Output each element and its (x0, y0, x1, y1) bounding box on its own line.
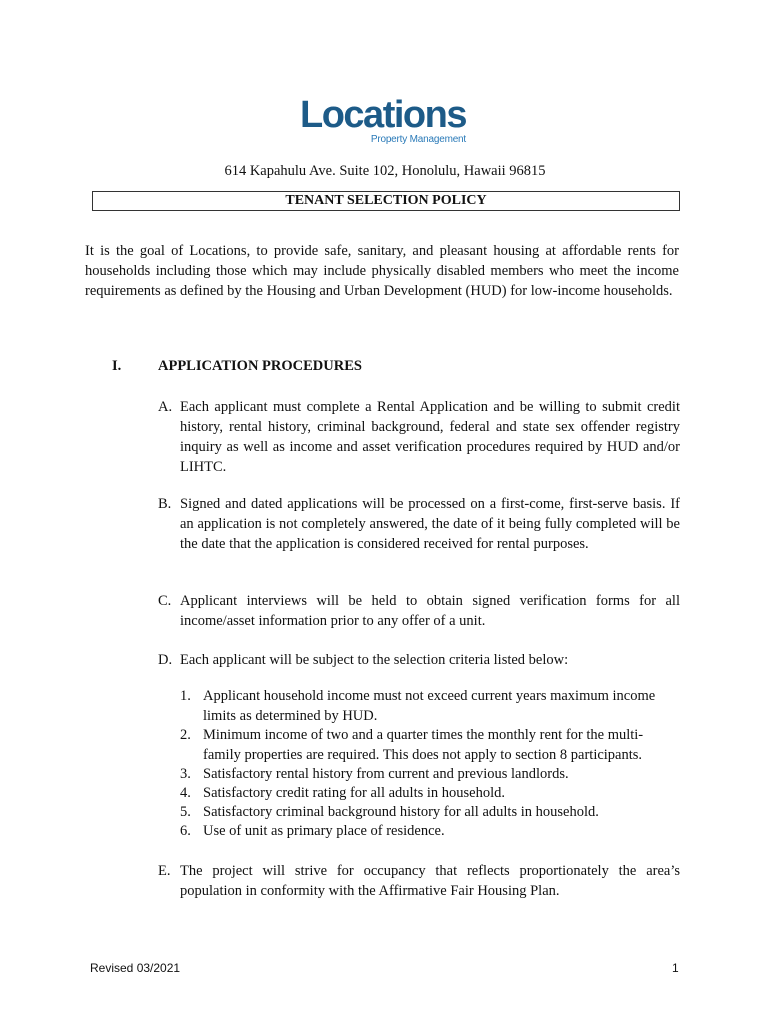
item-label: B. (158, 496, 172, 512)
criteria-item-4 (180, 784, 680, 804)
criteria-item-5 (180, 803, 680, 823)
item-text: Each applicant must complete a Rental Application and be willing to submit credit history, rental history, criminal background, federal and state sex offender registry inquiry as well as income and asset verification procedures required by HUD and/or LIHTC. (180, 399, 680, 475)
criteria-label: 5. (180, 804, 191, 820)
list-item-a (158, 397, 680, 477)
list-item-c (158, 591, 680, 631)
list-item-b (158, 494, 680, 554)
criteria-item-1 (180, 687, 680, 726)
criteria-text: Minimum income of two and a quarter times the monthly rent for the multi-family properties are required. This does not apply to section 8 participants. (203, 727, 644, 763)
section-title: APPLICATION PROCEDURES (158, 358, 362, 374)
item-label: A. (158, 399, 173, 415)
criteria-text: Satisfactory criminal background history for all adults in household. (203, 804, 599, 820)
page-number: 1 (672, 961, 679, 975)
criteria-label: 6. (180, 823, 191, 839)
item-text: The project will strive for occupancy that reflects proportionately the area’s population in conformity with the Affirmative Fair Housing Plan. (180, 863, 680, 899)
criteria-text: Applicant household income must not exceed current years maximum income limits as determined by HUD. (203, 688, 656, 724)
item-label: E. (158, 863, 171, 879)
criteria-item-3 (180, 765, 680, 785)
item-label: D. (158, 652, 173, 668)
criteria-item-2 (180, 726, 680, 765)
intro-paragraph: It is the goal of Locations, to provide safe, sanitary, and pleasant housing at affordable rents for households including those which may include physically disabled members who meet the income requirements as defined by the Housing and Urban Development (HUD) for low-income households. (85, 243, 679, 299)
criteria-label: 2. (180, 727, 191, 743)
document-title: TENANT SELECTION POLICY (92, 191, 680, 211)
list-item-d (158, 650, 680, 670)
item-label: C. (158, 593, 172, 609)
item-text: Each applicant will be subject to the selection criteria listed below: (180, 652, 569, 668)
list-item-e (158, 861, 680, 901)
revision-date: Revised 03/2021 (90, 961, 181, 975)
section-number: I. (112, 358, 122, 374)
item-text: Signed and dated applications will be processed on a first-come, first-serve basis. If an application is not completely answered, the date of it being fully completed will be the date that the application is considered received for rental purposes. (180, 496, 680, 552)
criteria-text: Satisfactory rental history from current and previous landlords. (203, 766, 569, 782)
company-logo (300, 96, 470, 148)
item-text: Applicant interviews will be held to obtain signed verification forms for all income/asset information prior to any offer of a unit. (180, 593, 680, 629)
logo-subtitle: Property Management (370, 134, 466, 145)
criteria-label: 1. (180, 688, 191, 704)
criteria-text: Satisfactory credit rating for all adults in household. (203, 785, 506, 801)
criteria-text: Use of unit as primary place of residence. (203, 823, 445, 839)
logo-wordmark: Locations (300, 94, 466, 136)
criteria-label: 3. (180, 766, 191, 782)
criteria-label: 4. (180, 785, 191, 801)
company-address: 614 Kapahulu Ave. Suite 102, Honolulu, Hawaii 96815 (224, 163, 546, 179)
criteria-item-6 (180, 822, 680, 842)
